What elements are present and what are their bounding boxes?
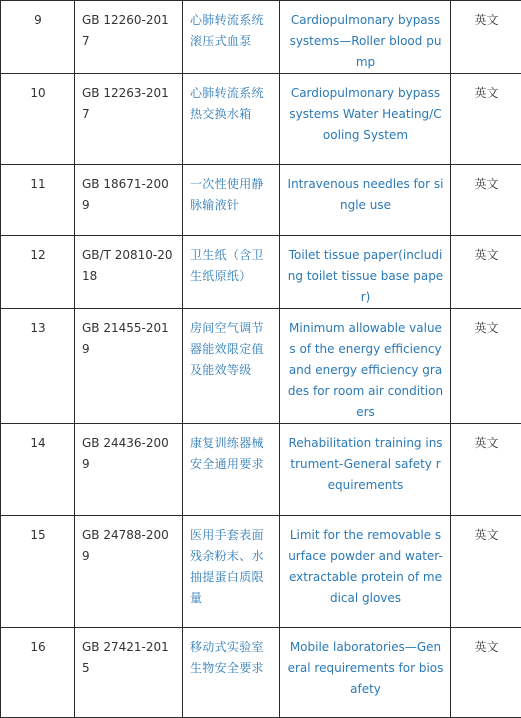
chinese-title[interactable]: 一次性使用静脉输液针 xyxy=(183,165,280,236)
row-number: 16 xyxy=(1,628,75,718)
chinese-title[interactable]: 移动式实验室生物安全要求 xyxy=(183,628,280,718)
row-number: 13 xyxy=(1,309,75,424)
english-title[interactable]: Rehabilitation training instrument-General safety requirements xyxy=(280,424,451,516)
language: 英文 xyxy=(451,628,521,718)
english-title[interactable]: Toilet tissue paper(including toilet tissue base paper) xyxy=(280,236,451,309)
english-title[interactable]: Limit for the removable surface powder and water-extractable protein of medical gloves xyxy=(280,516,451,628)
english-title[interactable]: Cardiopulmonary bypass systems Water Heating/Cooling System xyxy=(280,74,451,165)
row-number: 12 xyxy=(1,236,75,309)
standard-code: GB 18671-2009 xyxy=(75,165,183,236)
chinese-title[interactable]: 康复训练器械安全通用要求 xyxy=(183,424,280,516)
language: 英文 xyxy=(451,516,521,628)
english-title[interactable]: Intravenous needles for single use xyxy=(280,165,451,236)
standard-code: GB 21455-2019 xyxy=(75,309,183,424)
chinese-title[interactable]: 卫生纸（含卫生纸原纸） xyxy=(183,236,280,309)
table-row xyxy=(1,424,521,516)
language: 英文 xyxy=(451,236,521,309)
language: 英文 xyxy=(451,74,521,165)
standard-code: GB 12263-2017 xyxy=(75,74,183,165)
language: 英文 xyxy=(451,309,521,424)
standard-code: GB 27421-2015 xyxy=(75,628,183,718)
table-row xyxy=(1,165,521,236)
table-row xyxy=(1,309,521,424)
table-row xyxy=(1,628,521,718)
english-title[interactable]: Minimum allowable values of the energy efficiency and energy efficiency grades for room air conditioners xyxy=(280,309,451,424)
standard-code: GB 24436-2009 xyxy=(75,424,183,516)
standard-code: GB 24788-2009 xyxy=(75,516,183,628)
standard-code: GB 12260-2017 xyxy=(75,1,183,74)
chinese-title[interactable]: 房间空气调节器能效限定值及能效等级 xyxy=(183,309,280,424)
chinese-title[interactable]: 心肺转流系统滚压式血泵 xyxy=(183,1,280,74)
table-row xyxy=(1,236,521,309)
standard-code: GB/T 20810-2018 xyxy=(75,236,183,309)
table-row xyxy=(1,74,521,165)
english-title[interactable]: Mobile laboratories—General requirements for biosafety xyxy=(280,628,451,718)
table-row xyxy=(1,516,521,628)
english-title[interactable]: Cardiopulmonary bypass systems—Roller blood pump xyxy=(280,1,451,74)
row-number: 10 xyxy=(1,74,75,165)
language: 英文 xyxy=(451,165,521,236)
row-number: 14 xyxy=(1,424,75,516)
chinese-title[interactable]: 心肺转流系统热交换水箱 xyxy=(183,74,280,165)
language: 英文 xyxy=(451,1,521,74)
row-number: 15 xyxy=(1,516,75,628)
table-row xyxy=(1,1,521,74)
language: 英文 xyxy=(451,424,521,516)
chinese-title[interactable]: 医用手套表面残余粉末、水抽提蛋白质限量 xyxy=(183,516,280,628)
row-number: 9 xyxy=(1,1,75,74)
row-number: 11 xyxy=(1,165,75,236)
